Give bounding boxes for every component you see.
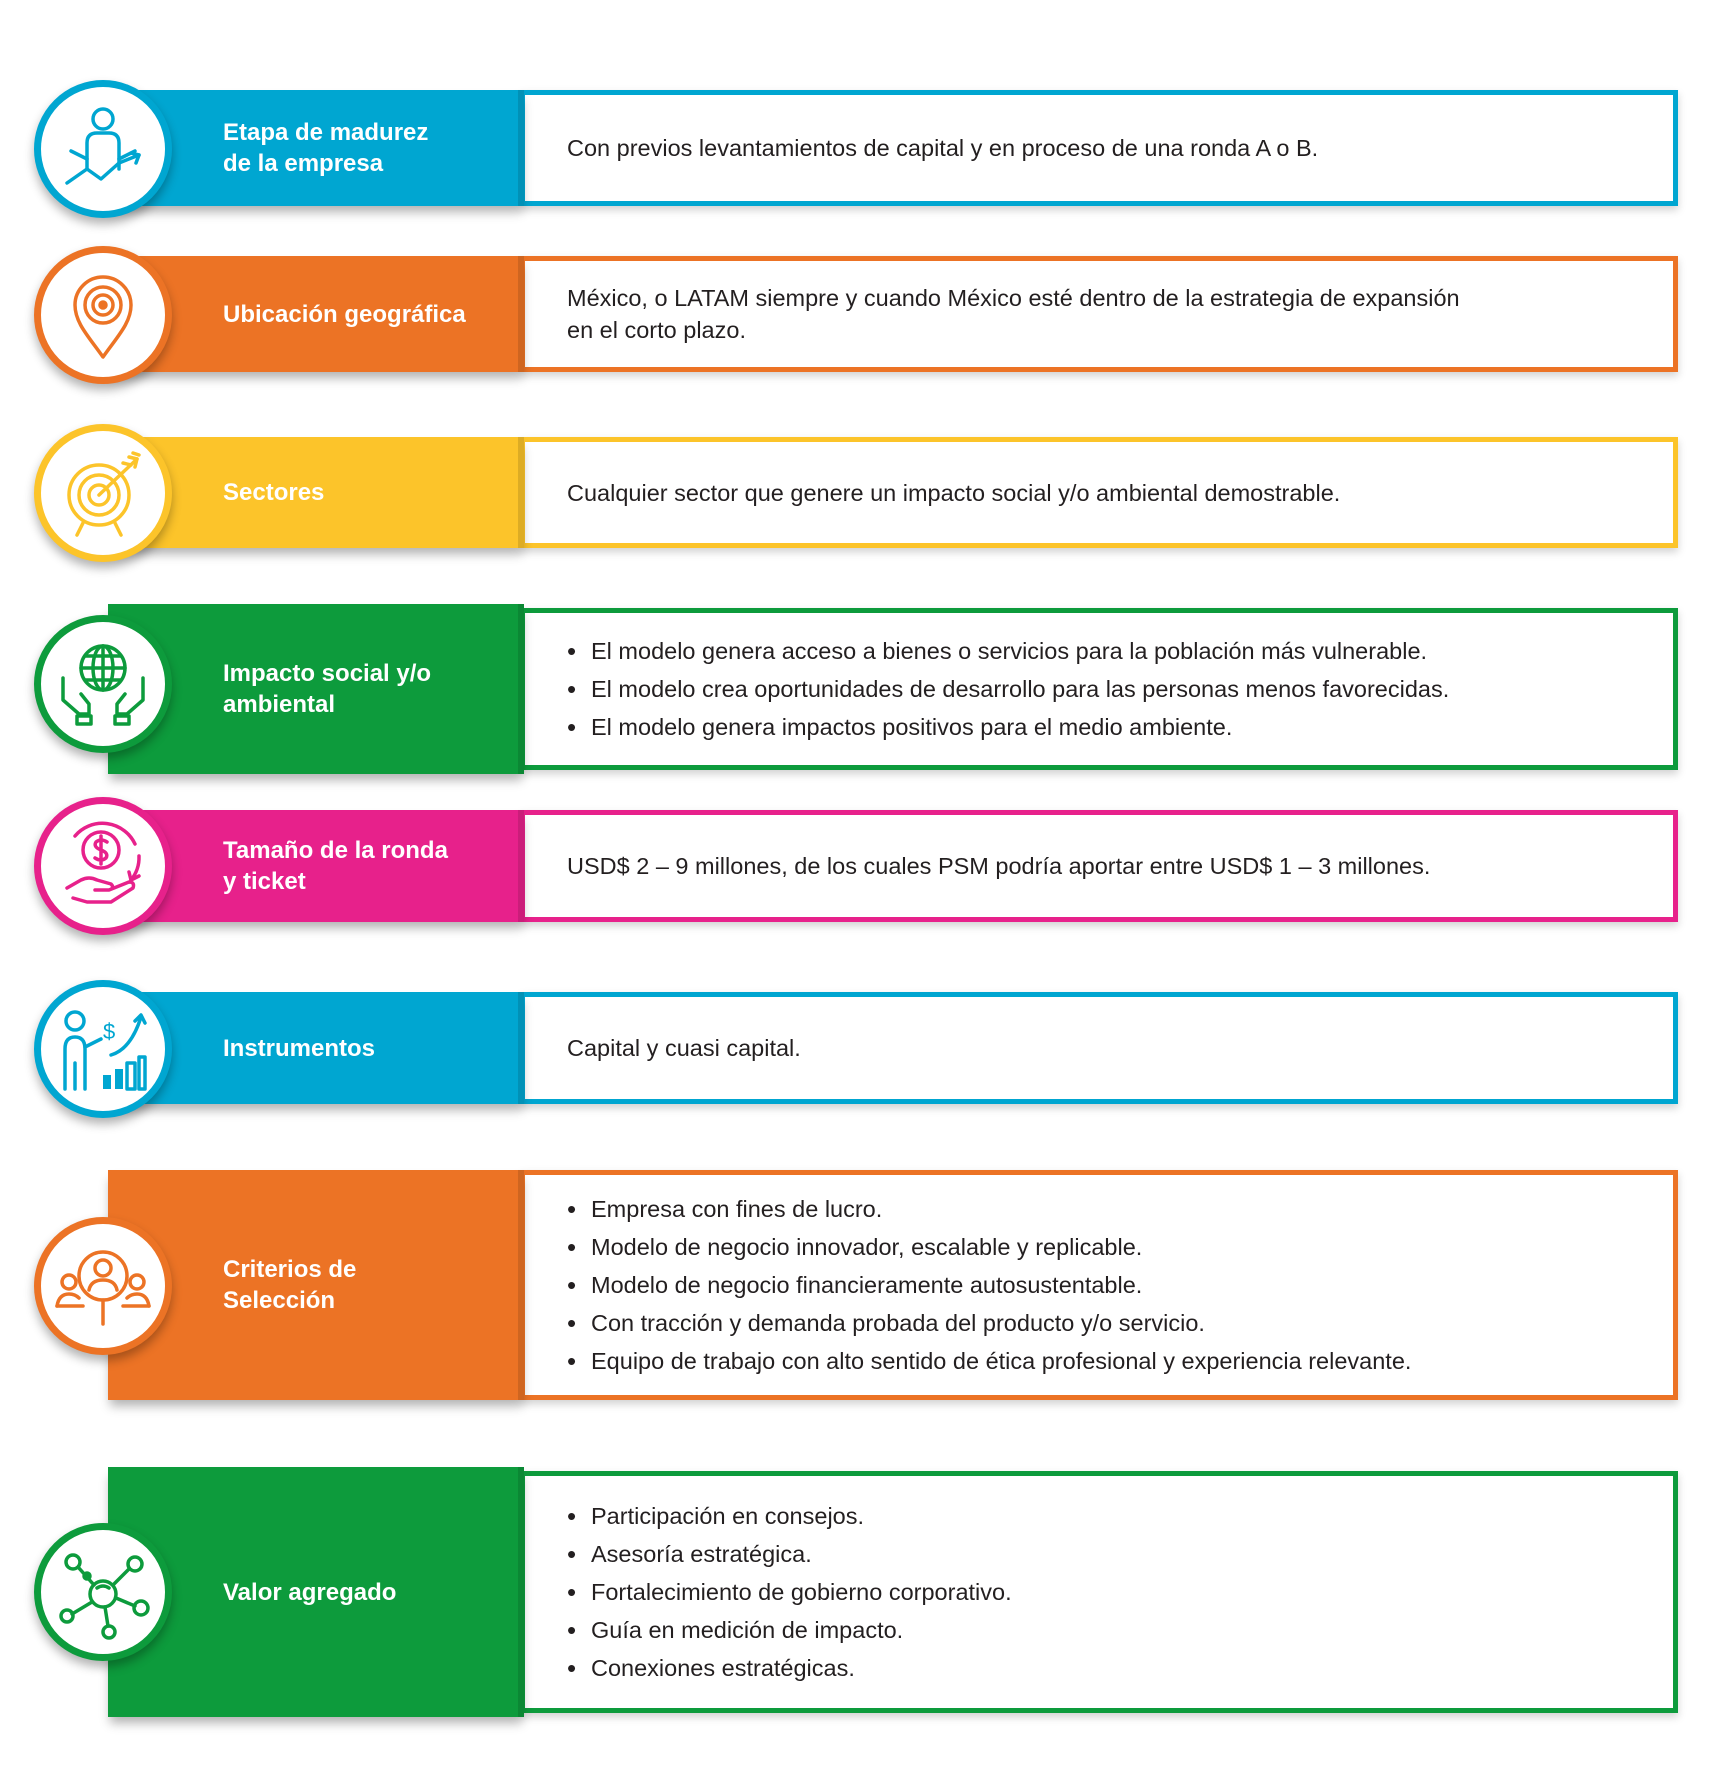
- criteria-text: Con previos levantamientos de capital y en proceso de una ronda A o B.: [567, 135, 1319, 161]
- criteria-label: Criterios de Selección: [223, 1256, 357, 1314]
- criteria-content-box: [520, 1471, 1678, 1713]
- list-item: • Guía en medición de impacto.: [567, 1611, 1633, 1649]
- list-item: • Modelo de negocio innovador, escalable y replicable.: [567, 1228, 1633, 1266]
- criteria-label: Tamaño de la ronda y ticket: [223, 837, 448, 895]
- list-item: • Equipo de trabajo con alto sentido de ética profesional y experiencia relevante.: [567, 1342, 1633, 1380]
- criteria-row-valor: [0, 1467, 1716, 1717]
- criteria-content-box: [520, 608, 1678, 770]
- criteria-label: Valor agregado: [223, 1579, 397, 1606]
- business-growth-icon: [34, 80, 172, 218]
- criteria-bullet-list: [567, 632, 1633, 746]
- list-item: • Participación en consejos.: [567, 1497, 1633, 1535]
- criteria-content-box: [520, 256, 1678, 372]
- criteria-content-box: [520, 992, 1678, 1104]
- criteria-label: Instrumentos: [223, 1035, 376, 1062]
- criteria-label: Sectores: [223, 479, 325, 506]
- criteria-row-madurez: [0, 90, 1716, 206]
- criteria-row-ubicacion: [0, 256, 1716, 372]
- criteria-label: Ubicación geográfica: [223, 301, 466, 328]
- list-item: • Asesoría estratégica.: [567, 1535, 1633, 1573]
- list-item: • El modelo crea oportunidades de desarrollo para las personas menos favorecidas.: [567, 670, 1633, 708]
- svg-text:$: $: [103, 1019, 116, 1044]
- investor-chart-icon: [34, 980, 172, 1118]
- network-icon: [34, 1523, 172, 1661]
- criteria-label: Impacto social y/o ambiental: [223, 660, 432, 718]
- criteria-row-seleccion: [0, 1170, 1716, 1400]
- criteria-content-box: [520, 1170, 1678, 1400]
- list-item: • Modelo de negocio financieramente autosustentable.: [567, 1266, 1633, 1304]
- location-pin-icon: [34, 246, 172, 384]
- criteria-row-tamano: [0, 810, 1716, 922]
- criteria-text: México, o LATAM siempre y cuando México esté dentro de la estrategia de expansión en el corto plazo.: [567, 285, 1460, 343]
- criteria-row-sectores: [0, 437, 1716, 548]
- people-search-icon: [34, 1217, 172, 1355]
- target-arrow-icon: [34, 424, 172, 562]
- criteria-text: Cualquier sector que genere un impacto social y/o ambiental demostrable.: [567, 479, 1341, 506]
- criteria-row-impacto: [0, 604, 1716, 774]
- criteria-content-box: [520, 437, 1678, 548]
- coin-hand-icon: [34, 797, 172, 935]
- list-item: • Empresa con fines de lucro.: [567, 1190, 1633, 1228]
- list-item: • El modelo genera acceso a bienes o servicios para la población más vulnerable.: [567, 632, 1633, 670]
- criteria-row-instrumentos: [0, 992, 1716, 1104]
- criteria-label: Etapa de madurez de la empresa: [223, 119, 429, 177]
- list-item: • Conexiones estratégicas.: [567, 1649, 1633, 1687]
- criteria-bullet-list: [567, 1190, 1633, 1380]
- criteria-content-box: [520, 810, 1678, 922]
- globe-hands-icon: [34, 615, 172, 753]
- criteria-bullet-list: [567, 1497, 1633, 1687]
- criteria-content-box: [520, 90, 1678, 206]
- list-item: • El modelo genera impactos positivos para el medio ambiente.: [567, 708, 1633, 746]
- list-item: • Con tracción y demanda probada del producto y/o servicio.: [567, 1304, 1633, 1342]
- criteria-text: USD$ 2 – 9 millones, de los cuales PSM podría aportar entre USD$ 1 – 3 millones.: [567, 853, 1431, 879]
- criteria-text: Capital y cuasi capital.: [567, 1035, 801, 1061]
- list-item: • Fortalecimiento de gobierno corporativo.: [567, 1573, 1633, 1611]
